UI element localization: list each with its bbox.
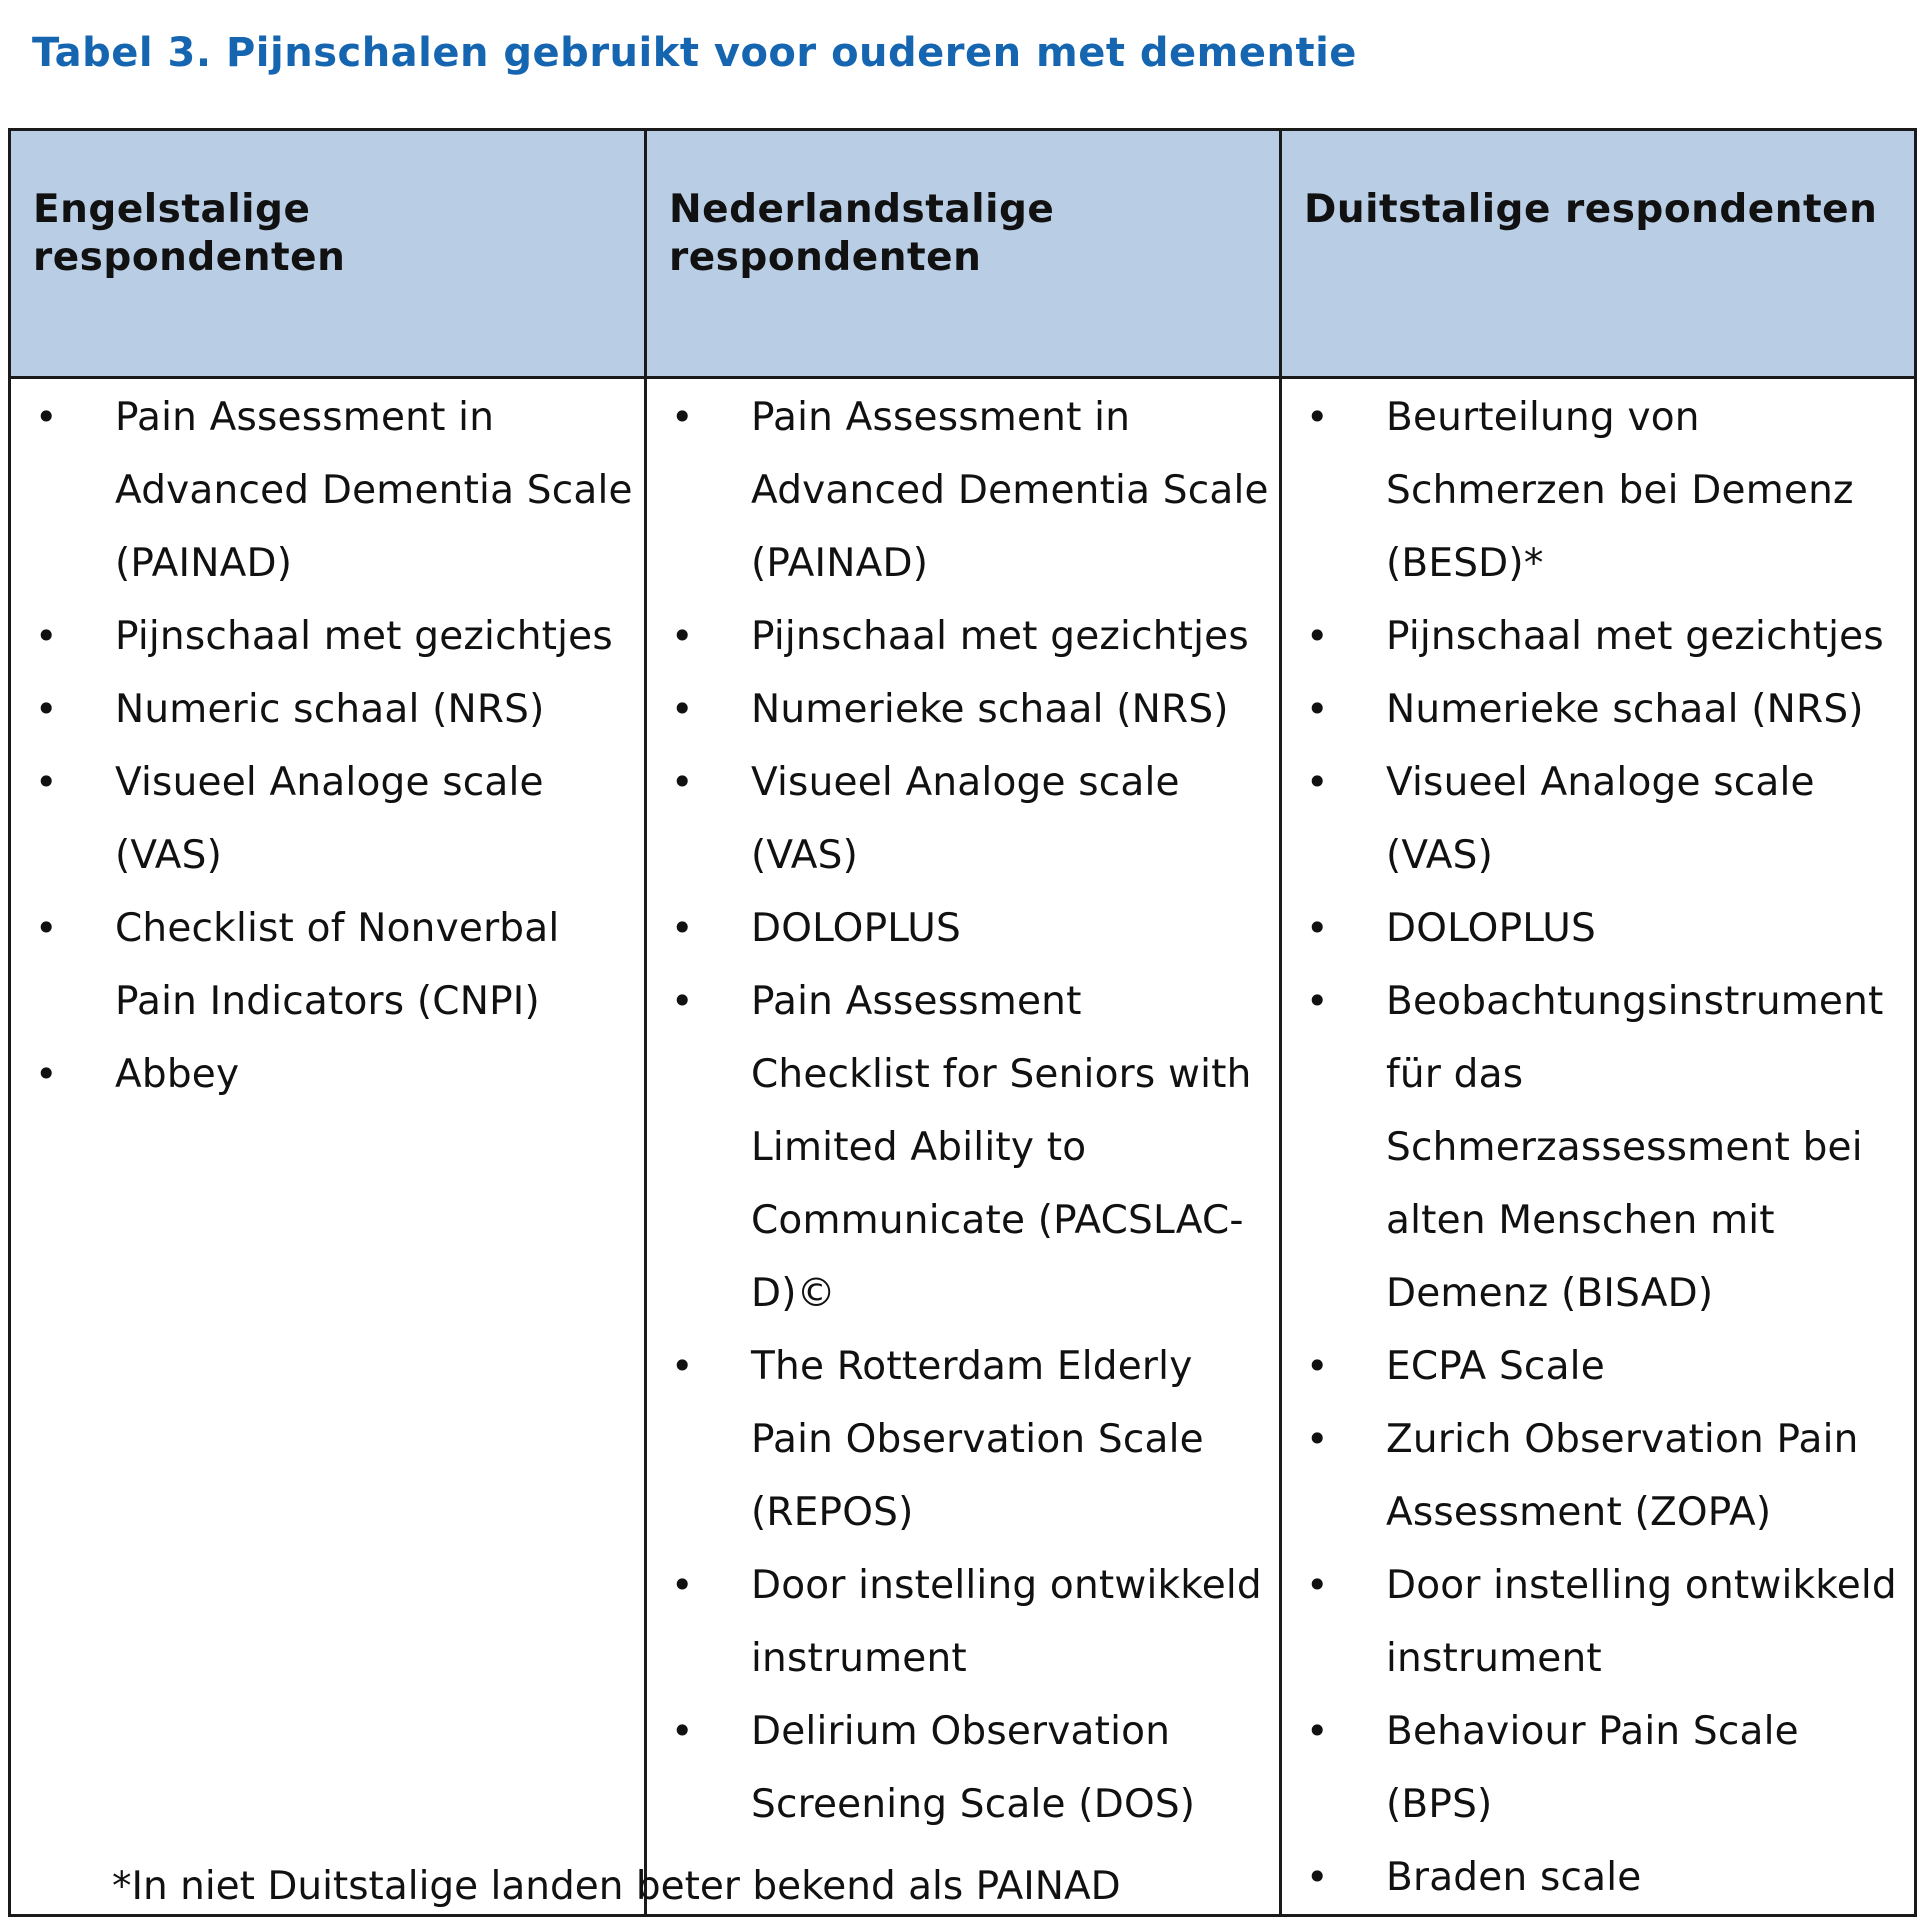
list-item: • Behaviour Pain Scale (BPS) [1282, 1695, 1914, 1841]
list-item: • Beurteilung von Schmerzen bei Demenz (BESD)* [1282, 381, 1914, 600]
list-item: • Pain Assessment in Advanced Dementia Scale (PAINAD) [647, 381, 1279, 600]
column-german [1281, 378, 1916, 1916]
list-item: • Pijnschaal met gezichtjes [11, 600, 644, 673]
list-item: • Pain Assessment Checklist for Seniors with Limited Ability to Communicate (PACSLAC-D)© [647, 965, 1279, 1330]
list-item: • The Rotterdam Elderly Pain Observation Scale (REPOS) [647, 1330, 1279, 1549]
list-item: • Numeric schaal (NRS) [11, 673, 644, 746]
column-english [10, 378, 646, 1916]
list-item: • DOLOPLUS [647, 892, 1279, 965]
header-row [10, 130, 1916, 378]
list-item: • Delirium Observation Screening Scale (DOS) [647, 1695, 1279, 1841]
header-english: Engelstalige respondenten [10, 130, 646, 378]
list-item: • Abbey [11, 1038, 644, 1111]
list-item: • Pijnschaal met gezichtjes [1282, 600, 1914, 673]
list-german [1282, 381, 1914, 1914]
list-item: • Pain Assessment in Advanced Dementia Scale (PAINAD) [11, 381, 644, 600]
list-item: • Numerieke schaal (NRS) [647, 673, 1279, 746]
list-item: • ECPA Scale [1282, 1330, 1914, 1403]
list-item: • DOLOPLUS [1282, 892, 1914, 965]
header-dutch: Nederlandstalige respondenten [646, 130, 1281, 378]
list-dutch [647, 381, 1279, 1841]
pain-scales-table [8, 128, 1917, 1917]
list-item: • Visueel Analoge scale (VAS) [647, 746, 1279, 892]
body-row [10, 378, 1916, 1916]
list-item: • Zurich Observation Pain Assessment (ZOPA) [1282, 1403, 1914, 1549]
list-item: • Numerieke schaal (NRS) [1282, 673, 1914, 746]
list-item: • Braden scale [1282, 1841, 1914, 1914]
list-item: • Beobachtungsinstrument für das Schmerzassessment bei alten Menschen mit Demenz (BISAD) [1282, 965, 1914, 1330]
column-dutch [646, 378, 1281, 1916]
list-item: • Visueel Analoge scale (VAS) [1282, 746, 1914, 892]
table-caption: Tabel 3. Pijnschalen gebruikt voor ouderen met dementie [32, 30, 1357, 76]
table-footnote: *In niet Duitstalige landen beter bekend als PAINAD [112, 1864, 1121, 1909]
list-item: • Door instelling ontwikkeld instrument [647, 1549, 1279, 1695]
list-item: • Checklist of Nonverbal Pain Indicators (CNPI) [11, 892, 644, 1038]
list-item: • Visueel Analoge scale (VAS) [11, 746, 644, 892]
list-item: • Door instelling ontwikkeld instrument [1282, 1549, 1914, 1695]
header-german: Duitstalige respondenten [1281, 130, 1916, 378]
list-item: • Pijnschaal met gezichtjes [647, 600, 1279, 673]
list-english [11, 381, 644, 1111]
